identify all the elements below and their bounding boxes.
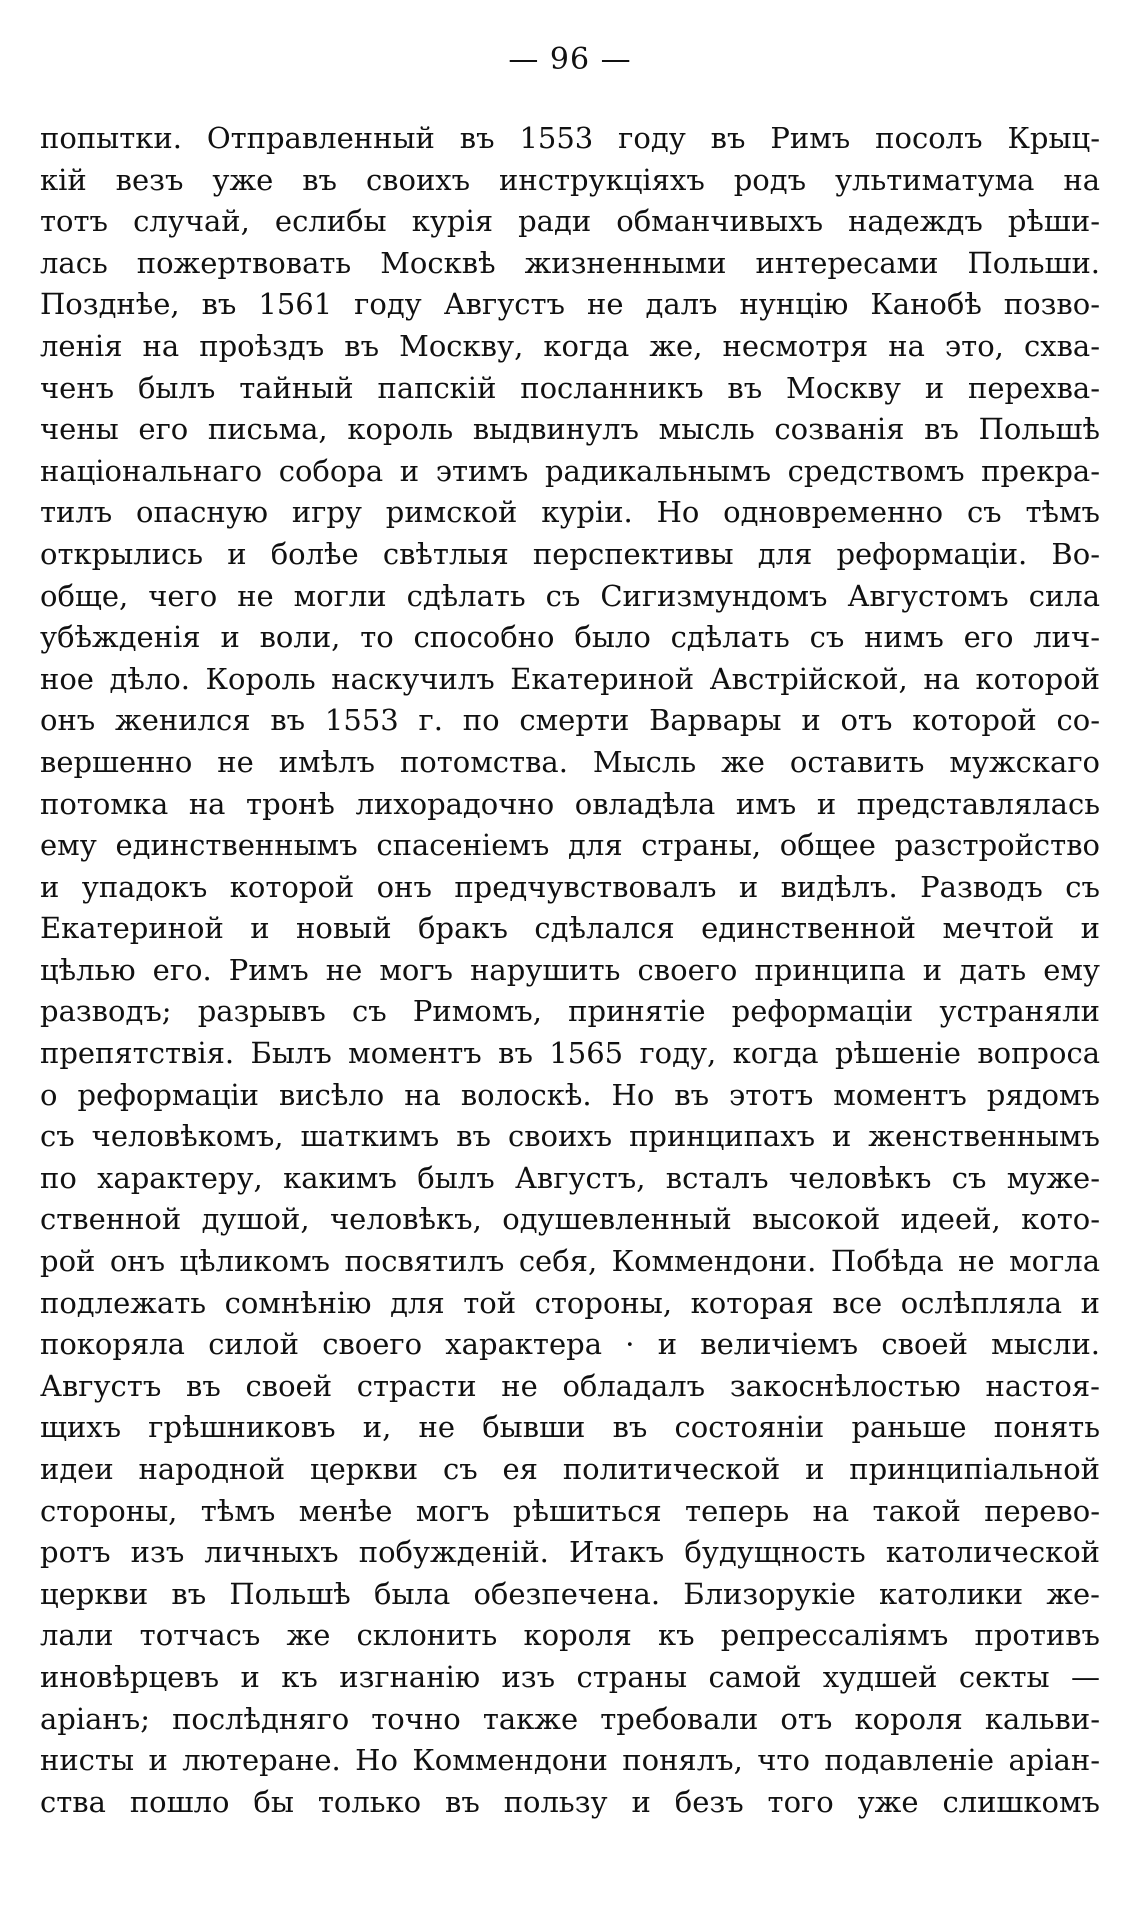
text-line: идеи народной церкви съ ея политической и принципіальной (40, 1452, 1100, 1486)
text-line: попытки. Отправленный въ 1553 году въ Римъ посолъ Крыц- (40, 121, 1100, 155)
text-line: Августъ въ своей страсти не обладалъ закоснѣлостью настоя- (40, 1368, 1100, 1403)
text-line: ственной душой, человѣкъ, одушевленный высокой идеей, кото- (40, 1202, 1100, 1237)
text-line: стороны, тѣмъ менѣе могъ рѣшиться теперь на такой перево- (40, 1493, 1100, 1528)
text-line: убѣжденія и воли, то способно было сдѣлать съ нимъ его лич- (40, 620, 1100, 655)
text-line: національнаго собора и этимъ радикальнымъ средствомъ прекра- (40, 453, 1100, 488)
text-line: кій везъ уже въ своихъ инструкціяхъ родъ ультиматума на (40, 162, 1100, 197)
text-line: лась пожертвовать Москвѣ жизненными интересами Польши. (40, 245, 1100, 280)
text-line: онъ женился въ 1553 г. по смерти Варвары и отъ которой со- (40, 703, 1100, 738)
text-line: иновѣрцевъ и къ изгнанію изъ страны самой худшей секты — (40, 1659, 1100, 1694)
text-line: чены его письма, король выдвинулъ мысль созванія въ Польшѣ (40, 412, 1100, 447)
text-line: по характеру, какимъ былъ Августъ, всталъ человѣкъ съ муже- (40, 1160, 1100, 1195)
text-line: покоряла силой своего характера · и величіемъ своей мысли. (40, 1327, 1100, 1362)
text-line: аріанъ; послѣдняго точно также требовали отъ короля кальви- (40, 1701, 1100, 1736)
text-line: церкви въ Польшѣ была обезпечена. Близорукіе католики же- (40, 1576, 1100, 1611)
text-line: лали тотчасъ же склонить короля къ репрессаліямъ противъ (40, 1618, 1100, 1653)
text-line: цѣлью его. Римъ не могъ нарушить своего принципа и дать ему (40, 952, 1100, 987)
text-line: ченъ былъ тайный папскій посланникъ въ Москву и перехва- (40, 370, 1100, 405)
text-line: тотъ случай, еслибы курія ради обманчивыхъ надеждъ рѣши- (40, 204, 1100, 239)
text-line: ленія на проѣздъ въ Москву, когда же, несмотря на это, схва- (40, 328, 1100, 363)
text-line: разводъ; разрывъ съ Римомъ, принятіе реформаціи устраняли (40, 994, 1100, 1029)
text-line: подлежать сомнѣнію для той стороны, которая все ослѣпляла и (40, 1285, 1100, 1320)
text-line: и упадокъ которой онъ предчувствовалъ и видѣлъ. Разводъ съ (40, 869, 1100, 904)
page-number: — 96 — (508, 42, 632, 77)
text-line: ства пошло бы только въ пользу и безъ того уже слишкомъ (40, 1784, 1100, 1819)
text-line: ротъ изъ личныхъ побужденій. Итакъ будущность католической (40, 1535, 1100, 1570)
text-line: рой онъ цѣликомъ посвятилъ себя, Коммендони. Побѣда не могла (40, 1244, 1100, 1279)
text-line: ное дѣло. Король наскучилъ Екатериной Австрійской, на которой (40, 661, 1100, 696)
text-line: о реформаціи висѣло на волоскѣ. Но въ этотъ моментъ рядомъ (40, 1077, 1100, 1112)
text-line: тилъ опасную игру римской куріи. Но одновременно съ тѣмъ (40, 495, 1100, 530)
text-line: обще, чего не могли сдѣлать съ Сигизмундомъ Августомъ сила (40, 578, 1100, 613)
text-line: потомка на тронѣ лихорадочно овладѣла имъ и представлялась (40, 786, 1100, 821)
text-line: съ человѣкомъ, шаткимъ въ своихъ принципахъ и женственнымъ (40, 1119, 1100, 1154)
text-line: Позднѣе, въ 1561 году Августъ не далъ нунцію Канобѣ позво- (40, 287, 1100, 322)
text-line: открылись и болѣе свѣтлыя перспективы для реформаціи. Во- (40, 536, 1100, 571)
body-text (40, 118, 1100, 1823)
text-line: препятствія. Былъ моментъ въ 1565 году, когда рѣшеніе вопроса (40, 1036, 1100, 1071)
text-line: щихъ грѣшниковъ и, не бывши въ состояніи раньше понять (40, 1410, 1100, 1445)
text-line: ему единственнымъ спасеніемъ для страны, общее разстройство (40, 828, 1100, 863)
text-line: вершенно не имѣлъ потомства. Мысль же оставить мужскаго (40, 744, 1100, 779)
text-line: нисты и лютеране. Но Коммендони понялъ, что подавленіе аріан- (40, 1743, 1100, 1778)
text-line: Екатериной и новый бракъ сдѣлался единственной мечтой и (40, 911, 1100, 946)
